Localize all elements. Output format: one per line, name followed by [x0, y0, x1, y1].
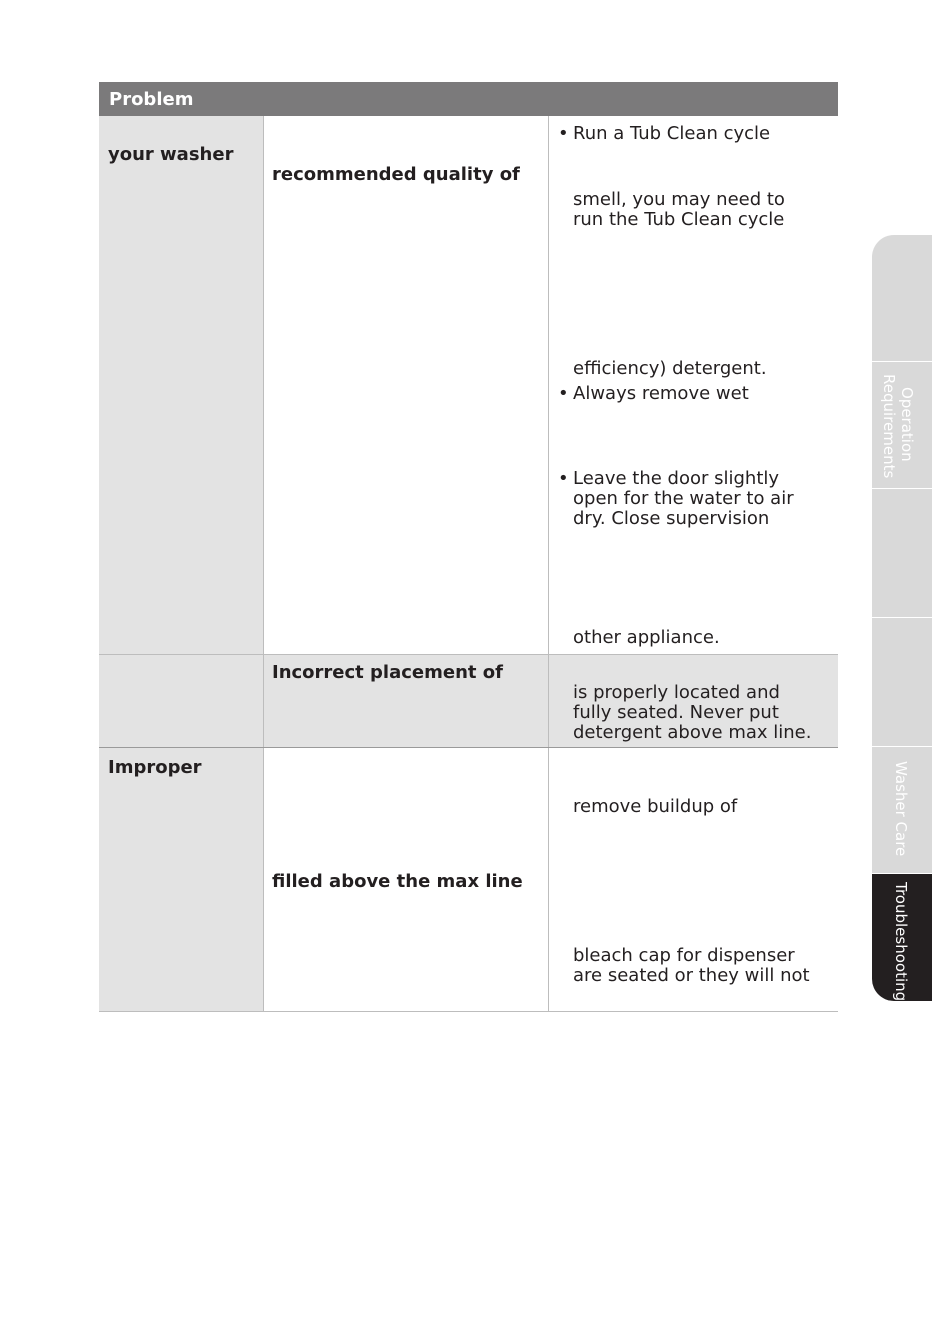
side-tab-washer-care[interactable]: [872, 747, 932, 873]
solution-line: smell, you may need to: [573, 189, 785, 210]
solution-line: fully seated. Never put: [573, 702, 779, 723]
solution-line: efficiency) detergent.: [573, 358, 767, 379]
table-header: [99, 82, 838, 116]
bullet-icon: •: [558, 383, 569, 404]
tab-label: Washer Care: [892, 761, 910, 857]
row-divider-1: [99, 654, 838, 655]
tab-label: Requirements: [880, 374, 898, 479]
solution-line: • Leave the door slightly: [558, 468, 780, 489]
problem-column-bg: [99, 116, 263, 1011]
solution-line: detergent above max line.: [573, 722, 812, 743]
solution-line: remove buildup of: [573, 796, 738, 817]
bullet-icon: •: [558, 468, 569, 489]
solution-line: open for the water to air: [573, 488, 794, 509]
cause-text: filled above the max line: [272, 871, 523, 892]
bullet-icon: •: [558, 123, 569, 144]
solution-line: are seated or they will not: [573, 965, 810, 986]
side-tab[interactable]: [872, 235, 932, 361]
solution-line: run the Tub Clean cycle: [573, 209, 785, 230]
problem-text: Improper: [108, 757, 202, 778]
side-tab-troubleshooting[interactable]: [872, 874, 932, 1001]
side-tab[interactable]: [872, 618, 932, 746]
cause-text: recommended quality of: [272, 164, 520, 185]
tab-label: Operation: [898, 387, 916, 462]
side-tab-operation-requirements[interactable]: [872, 362, 932, 488]
solution-line: is properly located and: [573, 682, 780, 703]
cause-text: Incorrect placement of: [272, 662, 503, 683]
solution-line: dry. Close supervision: [573, 508, 770, 529]
column-divider-1: [263, 116, 264, 1011]
solution-line: • Run a Tub Clean cycle: [558, 123, 771, 144]
row-divider-2: [99, 747, 838, 748]
header-problem: Problem: [109, 89, 194, 110]
solution-line: • Always remove wet: [558, 383, 749, 404]
solution-line: other appliance.: [573, 627, 720, 648]
solution-line: bleach cap for dispenser: [573, 945, 795, 966]
problem-text: your washer: [108, 144, 234, 165]
tab-label: Troubleshooting: [892, 882, 910, 1002]
side-tab[interactable]: [872, 489, 932, 617]
table-bottom: [99, 1011, 838, 1012]
column-divider-2: [548, 116, 549, 1011]
